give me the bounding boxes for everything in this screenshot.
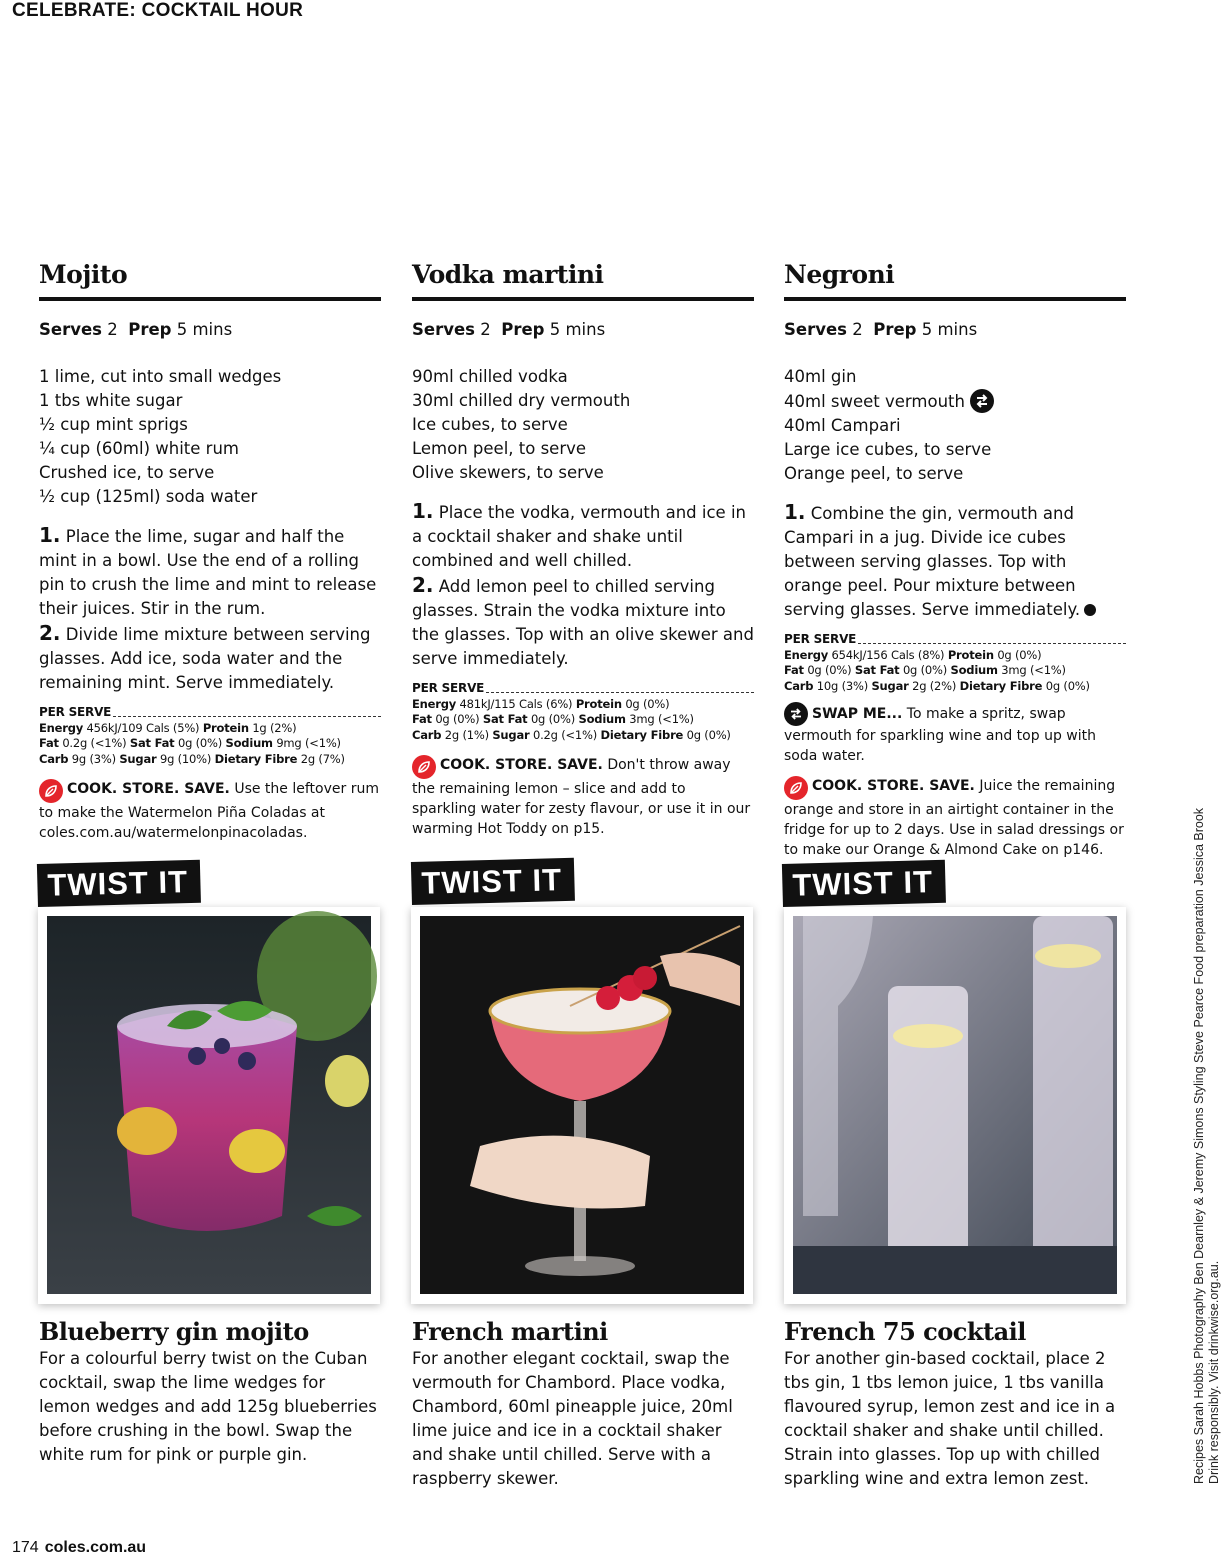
ingredient-item: Ice cubes, to serve [412, 415, 568, 434]
nutrition-panel: PER SERVE Energy 481kJ/115 Cals (6%) Protein 0g (0%) Fat 0g (0%) Sat Fat 0g (0%) Sodium 3mg (<1%) Carb 2g (1%) Sugar 0.2g (<1%) Dietary Fibre 0g (0%) [412, 681, 754, 743]
ingredient-item: Lemon peel, to serve [412, 439, 587, 458]
swap-me-note: SWAP ME... To make a spritz, swap vermouth for sparkling wine and top up with soda water. [784, 702, 1126, 766]
twist-title: Blueberry gin mojito [39, 1317, 309, 1346]
twist-description: For another gin-based cocktail, place 2 tbs gin, 1 tbs lemon juice, 1 tbs vanilla flavoured syrup, lemon zest and ice in a cocktail shaker and shake until chilled. Strain into glasses. Top up with chilled sparkling wine and extra lemon zest. [784, 1349, 1116, 1488]
page-number: 174 [12, 1539, 39, 1556]
twist-french-martini [412, 1317, 754, 1491]
twist-it-tag: TWIST IT [782, 860, 946, 907]
ingredient-item: 1 lime, cut into small wedges [39, 367, 282, 386]
swap-arrows-icon [784, 702, 808, 726]
ingredient-item: ¼ cup (60ml) white rum [39, 439, 239, 458]
ingredient-list [412, 365, 754, 485]
twist-title: French 75 cocktail [784, 1317, 1026, 1346]
title-rule [412, 297, 754, 301]
ingredient-item: Orange peel, to serve [784, 464, 964, 483]
method [784, 500, 1126, 622]
cook-store-save-note: COOK. STORE. SAVE. Juice the remaining orange and store in an airtight container in the fridge for up to 2 days. Use in salad dressings or to make our Orange & Almond Cake on p146. [784, 778, 1124, 858]
twist-french-75-cocktail [784, 1317, 1126, 1491]
ingredient-item: Crushed ice, to serve [39, 463, 215, 482]
section-header: CELEBRATE: COCKTAIL HOUR [12, 0, 304, 21]
cook-store-save-note: COOK. STORE. SAVE. Don't throw away the remaining lemon – slice and add to sparkling water for zesty flavour, or use it in our warming Hot Toddy on p15. [412, 757, 751, 837]
swap-arrows-icon [970, 389, 994, 413]
serves-prep: Serves 2 Prep 5 mins [39, 320, 233, 339]
ingredient-item: 40ml Campari [784, 416, 901, 435]
nutrition-panel: PER SERVE Energy 456kJ/109 Cals (5%) Protein 1g (2%) Fat 0.2g (<1%) Sat Fat 0g (0%) Sodium 9mg (<1%) Carb 9g (3%) Sugar 9g (10%) Dietary Fibre 2g (7%) [39, 705, 381, 767]
method-step: 2. Add lemon peel to chilled serving glasses. Strain the vodka mixture into the glasses. Top with an olive skewer and serve immediately. [412, 573, 754, 668]
ingredient-item: 40ml sweet vermouth [784, 389, 1126, 414]
ingredient-item: 40ml gin [784, 367, 857, 386]
twist-blueberry-gin-mojito [39, 1317, 381, 1467]
ingredient-list [39, 365, 381, 509]
recipe-title: Negroni [784, 260, 895, 289]
twist-it-tag: TWIST IT [37, 860, 201, 907]
method-step: 1. Place the vodka, vermouth and ice in a cocktail shaker and shake until combined and well chilled. [412, 499, 746, 570]
serves-prep: Serves 2 Prep 5 mins [784, 320, 978, 339]
cook-store-save-note: COOK. STORE. SAVE. Use the leftover rum to make the Watermelon Piña Coladas at coles.com.au/watermelonpinacoladas. [39, 781, 379, 841]
ingredient-item: 90ml chilled vodka [412, 367, 568, 386]
ingredient-item: ½ cup mint sprigs [39, 415, 188, 434]
twist-title: French martini [412, 1317, 608, 1346]
photo-credits: Recipes Sarah Hobbs Photography Ben Dearnley & Jeremy Simons Styling Steve Pearce Food preparation Jessica Brook Drink responsibly. Visit drinkwise.org.au. [1192, 807, 1221, 1484]
french-martini-photo [411, 907, 753, 1304]
ingredient-item: Large ice cubes, to serve [784, 440, 992, 459]
leaf-icon [784, 776, 808, 800]
twist-it-tag: TWIST IT [411, 858, 575, 905]
footer-site: coles.com.au [44, 1539, 147, 1556]
leaf-icon [412, 755, 436, 779]
method [412, 499, 754, 671]
french-75-cocktail-photo [784, 907, 1126, 1304]
recipe-mojito [39, 258, 381, 843]
end-dot-icon [1084, 604, 1096, 616]
ingredient-list [784, 365, 1126, 486]
ingredient-item: ½ cup (125ml) soda water [39, 487, 258, 506]
blueberry-gin-mojito-photo [38, 907, 380, 1304]
leaf-icon [39, 779, 63, 803]
recipe-title: Vodka martini [412, 260, 604, 289]
serves-prep: Serves 2 Prep 5 mins [412, 320, 606, 339]
recipe-vodka-martini [412, 258, 754, 839]
method-step: 2. Divide lime mixture between serving glasses. Add ice, soda water and the remaining mint. Serve immediately. [39, 621, 371, 692]
twist-description: For another elegant cocktail, swap the vermouth for Chambord. Place vodka, Chambord, 60ml pineapple juice, 20ml lime juice and ice in a cocktail shaker and shake until chilled. Serve with a raspberry skewer. [412, 1349, 733, 1488]
method-step: 1. Place the lime, sugar and half the mint in a bowl. Use the end of a rolling pin to crush the lime and mint to release their juices. Stir in the rum. [39, 523, 377, 618]
method-step: 1. Combine the gin, vermouth and Campari in a jug. Divide ice cubes between serving glasses. Top with orange peel. Pour mixture between serving glasses. Serve immediately. [784, 500, 1126, 622]
title-rule [784, 297, 1126, 301]
nutrition-panel: PER SERVE Energy 654kJ/156 Cals (8%) Protein 0g (0%) Fat 0g (0%) Sat Fat 0g (0%) Sodium 3mg (<1%) Carb 10g (3%) Sugar 2g (2%) Dietary Fibre 0g (0%) [784, 632, 1126, 694]
recipe-negroni [784, 258, 1126, 860]
title-rule [39, 297, 381, 301]
ingredient-item: 30ml chilled dry vermouth [412, 391, 631, 410]
ingredient-item: Olive skewers, to serve [412, 463, 604, 482]
page-footer [12, 1539, 146, 1557]
twist-description: For a colourful berry twist on the Cuban cocktail, swap the lime wedges for lemon wedges and add 125g blueberries before crushing in the bowl. Swap the white rum for pink or purple gin. [39, 1349, 377, 1464]
ingredient-item: 1 tbs white sugar [39, 391, 183, 410]
method [39, 523, 381, 695]
recipe-title: Mojito [39, 260, 128, 289]
